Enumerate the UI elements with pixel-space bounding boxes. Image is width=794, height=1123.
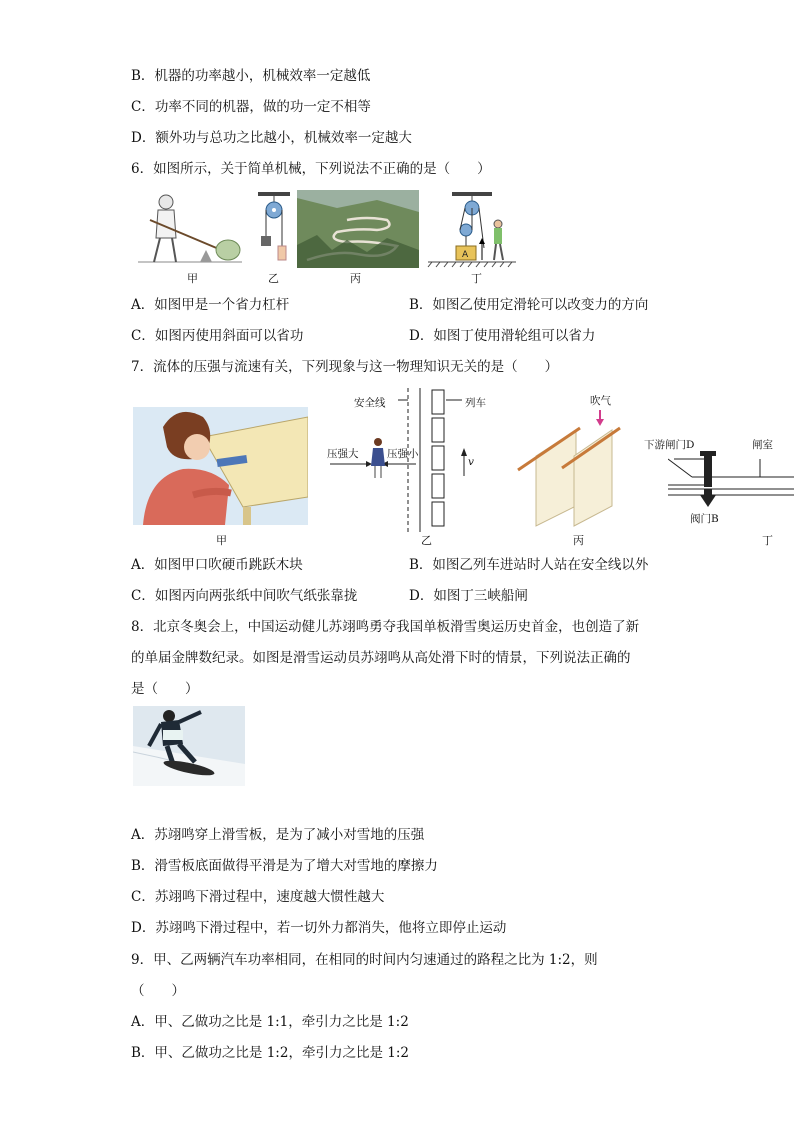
- q5-option-b: B．机器的功率越小，机械效率一定越低: [131, 68, 371, 84]
- q6-option-d: D．如图丁使用滑轮组可以省力: [409, 328, 596, 344]
- q7-ding-chamber-label: 闸室: [752, 439, 773, 451]
- q6-figure-bing-mountain-road: [297, 190, 419, 268]
- q7-option-b: B．如图乙列车进站时人站在安全线以外: [409, 557, 649, 573]
- q9-option-b: B．甲、乙做功之比是 1:2，牵引力之比是 1:2: [131, 1045, 409, 1061]
- q6-caption-bing: 丙: [350, 272, 361, 285]
- q7-ding-gate-label: 下游闸门D: [644, 439, 695, 451]
- q8-stem-line1: 8．北京冬奥会上，中国运动健儿苏翊鸣勇夺我国单板滑雪奥运历史首金，也创造了新: [131, 619, 640, 635]
- q7-caption-yi: 乙: [421, 534, 432, 547]
- q8-option-b: B．滑雪板底面做得平滑是为了增大对雪地的摩擦力: [131, 858, 438, 874]
- q8-figure-snowboarder: [133, 706, 245, 786]
- q7-yi-pressure-high-label: 压强大: [327, 448, 359, 460]
- q6-caption-ding: 丁: [471, 272, 482, 285]
- q7-figure-ding-ship-lock: [668, 445, 794, 515]
- q7-option-c: C．如图丙向两张纸中间吹气纸张靠拢: [131, 588, 358, 604]
- q6-stem: 6．如图所示，关于简单机械，下列说法不正确的是（ ）: [131, 161, 491, 177]
- q8-stem-line2: 的单届金牌数纪录。如图是滑雪运动员苏翊鸣从高处滑下时的情景，下列说法正确的: [131, 650, 631, 666]
- q7-figure-jia-coin: [133, 407, 308, 525]
- q6-caption-jia: 甲: [187, 272, 198, 285]
- q7-option-d: D．如图丁三峡船闸: [409, 588, 528, 604]
- q9-stem-line1: 9．甲、乙两辆汽车功率相同，在相同的时间内匀速通过的路程之比为 1:2，则: [131, 952, 598, 968]
- q7-bing-blow-label: 吹气: [590, 395, 611, 407]
- q7-caption-bing: 丙: [573, 534, 584, 547]
- q7-yi-safety-line-label: 安全线: [354, 397, 386, 409]
- q5-option-d: D．额外功与总功之比越小，机械效率一定越大: [131, 130, 412, 146]
- q7-yi-velocity-label: v: [468, 456, 474, 468]
- q7-ding-valve-label: 阀门B: [690, 513, 719, 525]
- q5-option-c: C．功率不同的机器，做的功一定不相等: [131, 99, 371, 115]
- q6-caption-yi: 乙: [268, 272, 279, 285]
- q7-yi-pressure-low-label: 压强小: [387, 448, 419, 460]
- q6-option-a: A．如图甲是一个省力杠杆: [131, 297, 290, 313]
- q8-stem-line3: 是（ ）: [131, 681, 199, 697]
- q7-caption-ding: 丁: [762, 534, 773, 547]
- q7-option-a: A．如图甲口吹硬币跳跃木块: [131, 557, 303, 573]
- q6-option-b: B．如图乙使用定滑轮可以改变力的方向: [409, 297, 649, 313]
- q6-figure-ding-pulley-block: [426, 190, 518, 268]
- q7-figure-bing-paper: [512, 408, 626, 528]
- q7-yi-train-label: 列车: [465, 397, 486, 409]
- q8-option-c: C．苏翊鸣下滑过程中，速度越大惯性越大: [131, 889, 385, 905]
- q6-option-c: C．如图丙使用斜面可以省功: [131, 328, 304, 344]
- q9-stem-line2: （ ）: [131, 983, 185, 999]
- q7-stem: 7．流体的压强与流速有关，下列现象与这一物理知识无关的是（ ）: [131, 359, 559, 375]
- q8-option-d: D．苏翊鸣下滑过程中，若一切外力都消失，他将立即停止运动: [131, 920, 507, 936]
- q8-option-a: A．苏翊鸣穿上滑雪板，是为了减小对雪地的压强: [131, 827, 425, 843]
- q7-caption-jia: 甲: [216, 534, 227, 547]
- q6-ding-block-label: A: [462, 250, 469, 260]
- q9-option-a: A．甲、乙做功之比是 1:1，牵引力之比是 1:2: [131, 1014, 409, 1030]
- q6-figure-jia-lever: [136, 190, 244, 268]
- q6-figure-yi-fixed-pulley: [256, 190, 292, 268]
